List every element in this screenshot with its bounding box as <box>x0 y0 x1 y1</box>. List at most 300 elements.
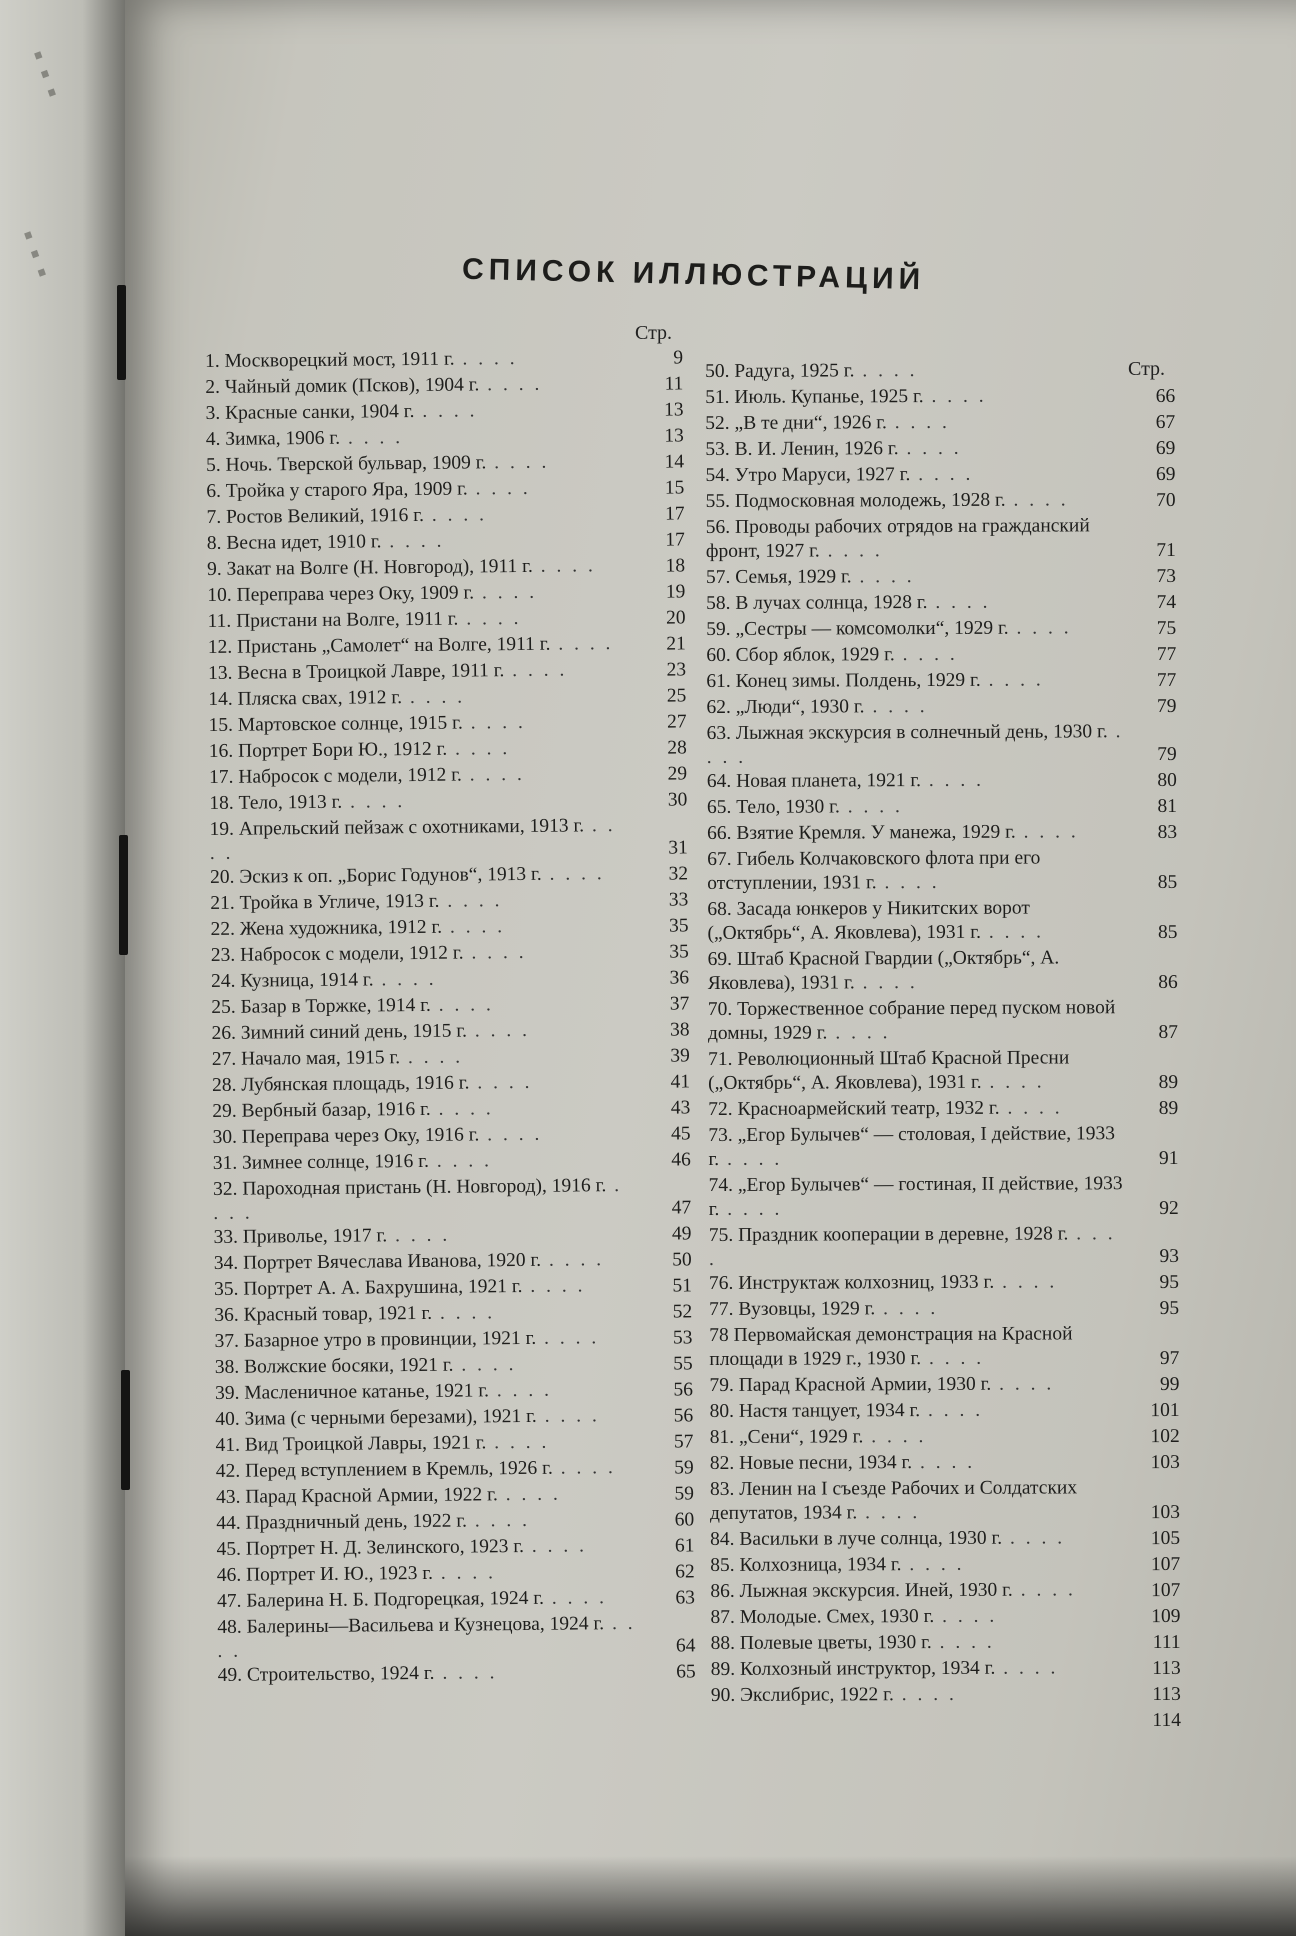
list-item-body <box>217 1586 637 1614</box>
list-item-body <box>709 1372 1129 1398</box>
item-number: 81. <box>709 1426 735 1448</box>
item-page-number: 85 <box>1157 871 1178 894</box>
dot-leader: . . . . <box>536 1405 600 1427</box>
list-item-body <box>711 1656 1131 1682</box>
item-number: 37. <box>214 1330 239 1352</box>
item-page-number: 97 <box>1159 1347 1180 1370</box>
item-number: 20. <box>209 866 235 888</box>
item-page-number: 107 <box>1150 1553 1181 1576</box>
list-item-body <box>705 410 1125 436</box>
list-item-body <box>710 1578 1130 1604</box>
item-page-number: 66 <box>1155 385 1176 408</box>
dot-leader: . . . . <box>430 994 494 1016</box>
item-title: Москворецкий мост, 1911 г. <box>224 348 455 372</box>
list-item <box>709 1172 1179 1224</box>
item-title: Проводы рабочих отрядов на гражданский фронт, 1927 г. <box>705 515 1090 562</box>
item-title: Набросок с модели, 1912 г. <box>238 764 462 788</box>
item-page-number: 55 <box>673 1353 693 1375</box>
list-item-body <box>705 384 1125 410</box>
item-title: Ночь. Тверской бульвар, 1909 г. <box>225 452 487 476</box>
dot-leader: . . . . <box>461 763 525 786</box>
list-item <box>710 1476 1180 1528</box>
list-item <box>707 820 1177 848</box>
item-page-number: 67 <box>1155 411 1176 434</box>
item-page-number: 31 <box>668 837 688 859</box>
list-item <box>213 1173 691 1226</box>
item-page-number: 32 <box>668 863 689 885</box>
list-item-body <box>710 1424 1130 1450</box>
item-title: Портрет Н. Д. Зелинского, 1923 г. <box>245 1535 525 1560</box>
item-page-number: 45 <box>670 1123 691 1145</box>
page-title: СПИСОК ИЛЛЮСТРАЦИЙ <box>461 252 926 297</box>
list-item <box>706 616 1176 644</box>
item-number: 1. <box>205 350 220 372</box>
binding-thread-icon <box>117 285 126 380</box>
list-item-body <box>707 846 1127 896</box>
item-page-number: 71 <box>1156 539 1176 562</box>
dot-leader: . . . . <box>923 385 987 408</box>
item-page-number: 25 <box>666 685 687 707</box>
list-item-body <box>214 1248 634 1276</box>
item-page-number: 30 <box>667 789 688 811</box>
item-number: 52. <box>705 412 730 434</box>
list-item-body <box>212 1122 632 1150</box>
item-title: Лыжная экскурсия. Иней, 1930 г. <box>739 1579 1013 1602</box>
list-item-body <box>705 462 1125 488</box>
item-title: Пароходная пристань (Н. Новгород), 1916 г. <box>242 1175 607 1200</box>
dot-leader: . . . . <box>876 871 940 894</box>
item-title: Тройка в Угличе, 1913 г. <box>239 890 440 914</box>
item-number: 44. <box>216 1512 241 1534</box>
item-page-number: 36 <box>669 967 690 989</box>
list-item-body <box>709 1296 1129 1322</box>
list-item-body <box>205 346 625 374</box>
dot-leader: . . . . <box>857 1502 921 1524</box>
list-item <box>707 720 1177 770</box>
list-item <box>708 1122 1178 1174</box>
dot-leader: . . . . <box>466 1509 531 1532</box>
item-number: 34. <box>213 1252 239 1274</box>
list-item-body <box>208 684 628 712</box>
item-number: 63. <box>706 722 732 744</box>
item-page-number: 17 <box>664 503 685 525</box>
list-item-body <box>207 554 627 582</box>
list-item <box>218 1659 696 1690</box>
item-page-number: 103 <box>1150 1451 1180 1474</box>
item-page-number: 113 <box>1152 1657 1181 1680</box>
list-item <box>706 642 1176 670</box>
item-number: 45. <box>216 1538 241 1560</box>
dot-leader: . . . . <box>458 607 522 630</box>
list-item-body <box>215 1378 635 1406</box>
list-item-body <box>706 642 1126 668</box>
item-page-number: 81 <box>1157 795 1177 818</box>
item-number: 14. <box>208 688 233 710</box>
item-title: Портрет А. А. Бахрушина, 1921 г. <box>243 1275 523 1300</box>
dot-leader: . . . . <box>541 1249 605 1271</box>
list-item-body <box>212 1096 632 1124</box>
item-number: 2. <box>205 376 221 398</box>
list-item-body <box>205 372 625 400</box>
item-number: 28. <box>211 1074 237 1096</box>
list-item <box>709 1222 1179 1272</box>
dot-leader: . . . . <box>719 1198 783 1220</box>
dot-leader: . . . . <box>339 427 404 449</box>
item-page-number: 56 <box>673 1379 694 1401</box>
item-number: 86. <box>710 1580 735 1602</box>
item-page-number: 51 <box>672 1275 693 1297</box>
dot-leader: . . . . <box>920 1399 984 1422</box>
item-title: Портрет Бори Ю., 1912 г. <box>238 738 448 762</box>
item-number: 8. <box>206 532 222 554</box>
dot-leader: . . . . <box>523 1535 588 1557</box>
item-number: 5. <box>206 454 221 476</box>
item-number: 90. <box>710 1684 736 1706</box>
item-title: Балерина Н. Б. Подгорецкая, 1924 г. <box>246 1587 545 1612</box>
item-title: Зимнее солнце, 1916 г. <box>241 1150 430 1174</box>
item-page-number: 35 <box>669 941 689 963</box>
item-number: 59. <box>706 618 731 640</box>
item-page-number: 69 <box>1155 463 1176 486</box>
list-item-body <box>206 502 626 530</box>
item-title: Праздник кооперации в деревне, 1928 г. <box>738 1223 1069 1246</box>
list-item <box>710 1552 1180 1580</box>
item-page-number: 27 <box>666 711 687 733</box>
item-title: Июль. Купанье, 1925 г. <box>734 386 924 408</box>
item-title: Красные санки, 1904 г. <box>225 400 415 424</box>
list-item-body <box>705 358 1125 384</box>
item-title: Первомайская демонстрация на Красной площади в 1929 г., 1930 г. <box>709 1323 1073 1370</box>
item-number: 61. <box>706 670 731 692</box>
item-title: Зимка, 1906 г. <box>225 427 341 450</box>
item-number: 54. <box>705 464 730 486</box>
dot-leader: . . . . <box>894 643 958 666</box>
dot-leader: . . . . <box>1008 617 1072 639</box>
item-page-number: 35 <box>668 915 689 937</box>
item-number: 71. <box>708 1048 733 1070</box>
list-item-body <box>206 450 626 478</box>
item-title: Зима (с черными березами), 1921 г. <box>244 1405 537 1430</box>
right-column-page-header: Стр. <box>1128 358 1166 380</box>
item-title: Базарное утро в провинции, 1921 г. <box>243 1327 537 1352</box>
item-page-number: 114 <box>1152 1709 1181 1732</box>
dot-leader: . . . . <box>851 566 915 588</box>
item-number: 12. <box>207 636 233 658</box>
dot-leader: . . . . <box>439 890 503 912</box>
list-item-body <box>708 996 1128 1046</box>
dot-leader: . . . . <box>434 1662 498 1684</box>
item-number: 64. <box>706 770 732 792</box>
list-item <box>710 1604 1180 1632</box>
dot-leader: . . . . <box>898 437 962 460</box>
item-title: Парад Красной Армии, 1930 г. <box>738 1373 992 1396</box>
list-item-body <box>707 768 1127 794</box>
item-number: 57. <box>705 566 731 588</box>
list-item-body <box>210 862 630 890</box>
item-number: 55. <box>705 490 731 512</box>
list-item-body <box>707 794 1127 820</box>
item-number: 48. <box>217 1616 242 1638</box>
trailing-page-number <box>711 1708 1181 1736</box>
item-number: 32. <box>212 1178 238 1200</box>
item-title: Сбор яблок, 1929 г. <box>735 644 895 666</box>
list-item <box>711 1682 1181 1710</box>
list-item-body <box>710 1398 1130 1424</box>
dot-leader: . . . . <box>432 1302 496 1324</box>
item-page-number: 70 <box>1156 489 1176 512</box>
list-item-body <box>208 632 628 660</box>
dot-leader: . . . . <box>479 1123 543 1146</box>
item-page-number: 77 <box>1156 643 1177 666</box>
dot-leader: . . . . <box>854 360 918 382</box>
dot-leader: . . . . <box>980 921 1045 943</box>
item-number: 30. <box>212 1126 238 1148</box>
item-number: 74. <box>708 1174 734 1196</box>
item-number: 85. <box>710 1554 735 1576</box>
item-title: „В те дни“, 1926 г. <box>734 412 887 434</box>
item-page-number: 111 <box>1152 1631 1181 1654</box>
item-page-number: 62 <box>675 1561 695 1583</box>
item-page-number: 47 <box>671 1197 692 1219</box>
item-number: 7. <box>206 506 222 528</box>
item-title: Весна в Троицкой Лавре, 1911 г. <box>237 660 505 684</box>
item-number: 35. <box>213 1278 239 1300</box>
list-item-body <box>710 1476 1130 1526</box>
list-item-body <box>708 1046 1128 1096</box>
list-item <box>707 846 1177 898</box>
item-number: 67. <box>707 848 732 870</box>
list-item-body <box>216 1508 636 1536</box>
item-page-number: 56 <box>673 1405 694 1427</box>
item-page-number: 64 <box>675 1635 696 1657</box>
item-number: 27. <box>211 1048 237 1070</box>
item-title: „Егор Булычев“ — гостиная, II действие, 1933 г. <box>708 1173 1123 1220</box>
item-number: 87. <box>710 1606 735 1628</box>
item-page-number: 86 <box>1158 971 1178 994</box>
dot-leader: . . . . <box>706 721 1124 768</box>
item-title: Пляска свах, 1912 г. <box>237 687 403 710</box>
item-page-number: 107 <box>1151 1579 1181 1602</box>
item-number: 6. <box>206 480 222 502</box>
dot-leader: . . . . <box>541 863 605 885</box>
list-item <box>710 1398 1180 1426</box>
item-page-number: 52 <box>672 1301 693 1323</box>
item-number: 22. <box>210 918 236 940</box>
item-page-number: 75 <box>1156 617 1177 640</box>
list-item <box>708 1096 1178 1124</box>
list-item-body <box>215 1404 635 1432</box>
item-title: Тело, 1913 г. <box>238 791 343 814</box>
item-page-number: 17 <box>665 529 685 551</box>
list-item-body <box>218 1660 638 1688</box>
item-page-number: 9 <box>673 347 684 369</box>
list-item-body <box>710 1450 1130 1476</box>
item-title: Лыжная экскурсия в солнечный день, 1930 г. <box>735 721 1108 744</box>
dot-leader: . . . . <box>522 1275 586 1297</box>
item-title: Штаб Красной Гвардии („Октябрь“, А. Яковлева), 1931 г. <box>707 947 1060 994</box>
item-number: 17. <box>209 766 234 788</box>
item-number: 56. <box>705 516 731 538</box>
item-page-number: 65 <box>676 1661 696 1683</box>
item-number: 58. <box>706 592 731 614</box>
dot-leader: . . . . <box>441 916 506 938</box>
list-item <box>217 1611 695 1664</box>
item-title: „Егор Булычев“ — столовая, I действие, 1933 г. <box>708 1123 1115 1170</box>
list-item-body <box>211 940 631 968</box>
item-title: В. И. Ленин, 1926 г. <box>734 438 899 460</box>
item-page-number: 85 <box>1157 921 1178 944</box>
item-page-number: 60 <box>674 1509 695 1531</box>
item-number: 3. <box>205 402 221 424</box>
item-number: 19. <box>209 818 235 840</box>
item-title: Красный товар, 1921 г. <box>243 1302 433 1326</box>
item-title: Портрет И. Ю., 1923 г. <box>245 1562 434 1586</box>
list-item-body <box>207 580 627 608</box>
item-title: Перед вступлением в Кремль, 1926 г. <box>244 1457 553 1482</box>
item-title: Апрельский пейзаж с охотниками, 1913 г. <box>238 815 585 840</box>
item-page-number: 19 <box>665 581 686 603</box>
dot-leader: . . . . <box>552 1457 616 1479</box>
item-page-number: 105 <box>1150 1527 1181 1550</box>
dot-leader: . . . . <box>213 1175 623 1224</box>
list-item-body <box>213 1222 633 1250</box>
item-page-number: 18 <box>665 555 686 577</box>
item-page-number: 33 <box>668 889 689 911</box>
list-item-body <box>709 1222 1129 1272</box>
list-item <box>705 410 1175 438</box>
item-page-number: 89 <box>1158 1071 1179 1094</box>
item-title: Взятие Кремля. У манежа, 1929 г. <box>736 821 1016 844</box>
dot-leader: . . . . <box>886 411 950 434</box>
dot-leader: . . . . <box>488 1379 553 1402</box>
item-number: 79. <box>709 1374 734 1396</box>
item-page-number: 37 <box>669 993 690 1015</box>
item-title: Строительство, 1924 г. <box>246 1662 435 1686</box>
item-number: 47. <box>216 1590 242 1612</box>
item-page-number: 50 <box>672 1249 692 1271</box>
item-title: Ленин на I съезде Рабочих и Солдатских депутатов, 1934 г. <box>709 1477 1078 1524</box>
item-title: В лучах солнца, 1928 г. <box>735 592 928 614</box>
list-item <box>710 1526 1180 1554</box>
dot-leader: . . . . <box>921 1347 985 1370</box>
dot-leader: . . . . <box>839 796 903 818</box>
list-item <box>209 813 687 866</box>
list-item-body <box>209 736 629 764</box>
list-item-body <box>709 1270 1129 1296</box>
item-page-number: 46 <box>671 1149 691 1171</box>
list-item <box>706 694 1176 722</box>
list-item <box>709 1322 1179 1374</box>
item-title: Масленичное катанье, 1921 г. <box>244 1380 490 1404</box>
list-item-body <box>214 1326 634 1354</box>
dot-leader: . . . . <box>912 1451 976 1474</box>
dot-leader: . . . . <box>980 669 1044 691</box>
item-number: 49. <box>217 1664 243 1686</box>
list-item-body <box>215 1430 635 1458</box>
dot-leader: . . . . <box>893 1683 957 1706</box>
dot-leader: . . . . <box>486 451 550 474</box>
item-number: 78 <box>709 1324 729 1346</box>
list-item-body <box>207 606 627 634</box>
list-item-body <box>208 710 628 738</box>
item-page-number: 41 <box>670 1071 691 1093</box>
item-title: Торжественное собрание перед пуском новой домны, 1929 г. <box>707 997 1116 1044</box>
dot-leader: . . . . <box>463 941 527 964</box>
list-item-body <box>216 1482 636 1510</box>
list-item <box>706 668 1176 696</box>
dot-leader: . . . . <box>543 1587 608 1609</box>
item-title: Инструктаж колхозниц, 1933 г. <box>738 1271 995 1294</box>
item-number: 16. <box>208 740 234 762</box>
item-page-number: 73 <box>1156 565 1176 588</box>
list-item-body <box>707 720 1127 770</box>
binding-thread-icon <box>121 1370 130 1490</box>
item-title: Ростов Великий, 1916 г. <box>226 504 425 528</box>
list-item-body <box>710 1552 1130 1578</box>
item-number: 82. <box>709 1452 735 1474</box>
item-page-number: 99 <box>1159 1373 1180 1396</box>
dot-leader: . . . . <box>863 1426 927 1448</box>
item-title: „Сестры — комсомолки“, 1929 г. <box>735 617 1009 640</box>
item-title: Мартовское солнце, 1915 г. <box>237 712 463 736</box>
list-item-body <box>706 590 1126 616</box>
item-number: 83. <box>709 1478 735 1500</box>
item-title: Весна идет, 1910 г. <box>226 531 382 554</box>
list-item <box>711 1630 1181 1658</box>
item-number: 68. <box>707 898 732 920</box>
item-page-number: 13 <box>663 399 684 421</box>
item-page-number: 101 <box>1150 1399 1180 1422</box>
item-page-number: 95 <box>1159 1271 1180 1294</box>
item-title: Эскиз к оп. „Борис Годунов“, 1913 г. <box>239 863 542 888</box>
list-item-body <box>214 1300 634 1328</box>
dot-leader: . . . . <box>209 815 616 864</box>
list-item-body <box>217 1612 637 1664</box>
list-item <box>706 590 1176 618</box>
item-page-number: 57 <box>673 1431 694 1453</box>
item-page-number: 89 <box>1158 1097 1179 1120</box>
list-item <box>711 1656 1181 1684</box>
list-item <box>708 996 1178 1048</box>
illustrations-list-right <box>705 358 1181 1736</box>
dot-leader: . . . . <box>875 1297 939 1320</box>
item-number: 73. <box>708 1124 733 1146</box>
dot-leader: . . . . <box>991 1373 1055 1395</box>
item-title: Пристань „Самолет“ на Волге, 1911 г. <box>237 633 551 658</box>
dot-leader: . . . . <box>454 348 518 370</box>
item-number: 4. <box>205 428 221 450</box>
item-number: 75. <box>708 1224 734 1246</box>
item-title: Вербный базар, 1916 г. <box>241 1098 431 1122</box>
item-title: Экслибрис, 1922 г. <box>740 1684 894 1706</box>
item-number: 9. <box>207 558 222 580</box>
item-number: 18. <box>209 792 234 814</box>
dot-leader: . . . . <box>920 769 985 792</box>
item-title: Радуга, 1925 г. <box>734 360 855 382</box>
dot-leader: . . . . <box>827 1022 891 1044</box>
list-item-body <box>214 1274 634 1302</box>
list-item-body <box>210 888 630 916</box>
item-number: 88. <box>710 1632 736 1654</box>
dot-leader: . . . . <box>400 1046 464 1069</box>
item-page-number: 39 <box>670 1045 690 1067</box>
item-title: Семья, 1929 г. <box>735 566 852 588</box>
item-title: Вид Троицкой Лавры, 1921 г. <box>244 1432 487 1456</box>
item-page-number: 95 <box>1159 1297 1180 1320</box>
dot-leader: . . . . <box>927 591 991 614</box>
item-title: Тело, 1930 г. <box>736 796 840 818</box>
list-item <box>707 768 1177 796</box>
